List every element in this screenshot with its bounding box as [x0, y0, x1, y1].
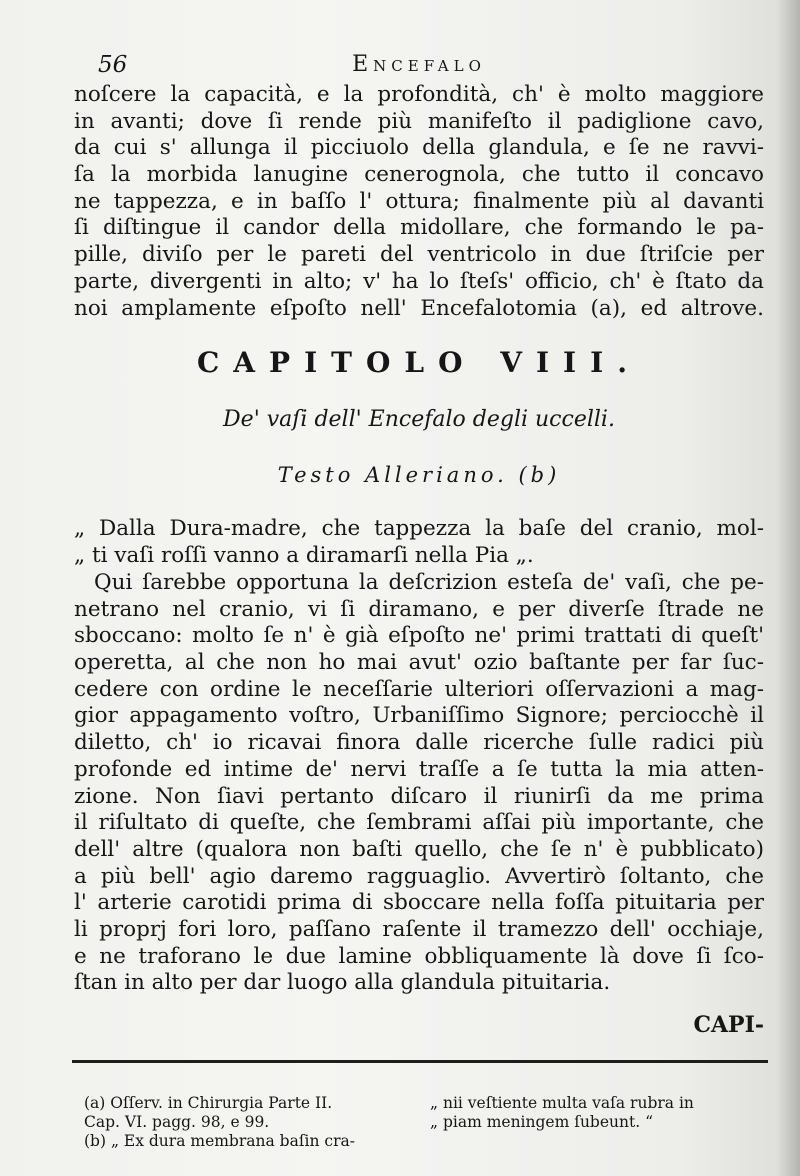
- text-line: zione. Non ſiavi pertanto diſcaro il riunirſi da me prima: [74, 783, 764, 809]
- text-line: parte, divergenti in alto; v' ha lo ſteſs' officio, ch' è ſtato da: [74, 268, 764, 294]
- text-line: ſa la morbida lanugine cenerognola, che tutto il concavo: [74, 162, 764, 188]
- page-number: 56: [98, 52, 128, 78]
- text-line: „ Dalla Dura-madre, che tappezza la baſe del cranio, mol-: [74, 516, 764, 541]
- catchword: CAPI-: [693, 1012, 764, 1038]
- text-line: gior appagamento voſtro, Urbaniſſimo Signore; perciocchè il: [74, 703, 764, 729]
- footnote-rule: [72, 1060, 768, 1063]
- text-line: sboccano: molto ſe n' è già eſpoſto ne' primi trattati di queſt': [74, 623, 764, 649]
- text-line: operetta, al che non ho mai avut' ozio baſtante per far ſuc-: [74, 650, 764, 676]
- text-line: da cui s' allunga il picciuolo della glandula, e ſe ne ravvi-: [74, 135, 764, 161]
- text-line: „ ti vaſi roſſi vanno a diramarſi nella Pia „.: [74, 542, 534, 568]
- footnote-line: (b) „ Ex dura membrana baſin cra-: [84, 1132, 355, 1150]
- text-line: profonde ed intime de' nervi traſſe a ſe tutta la mia atten-: [74, 756, 764, 782]
- text-line: a più bell' agio daremo ragguaglio. Avvertirò ſoltanto, che: [74, 863, 764, 889]
- page-edge-shadow: [776, 0, 800, 1176]
- text-line: in avanti; dove ſi rende più manifeſto il padiglione cavo,: [74, 108, 764, 134]
- footnote-line: (a) Oſſerv. in Chirurgia Parte II.: [84, 1094, 333, 1112]
- text-line: netrano nel cranio, vi ſi diramano, e per diverſe ſtrade ne: [74, 596, 764, 622]
- chapter-title: CAPITOLO VIII.: [197, 346, 641, 379]
- text-line: ne tappezza, e in baſſo l' ottura; finalmente più al davanti: [74, 188, 764, 214]
- text-line: noſcere la capacità, e la profondità, ch' è molto maggiore: [74, 82, 764, 107]
- paragraph-top: [74, 82, 764, 322]
- text-line: ſtan in alto per dar luogo alla glandula pituitaria.: [74, 970, 611, 996]
- text-line: Qui ſarebbe opportuna la deſcrizion esteſa de' vaſi, che pe-: [94, 570, 764, 595]
- footnote-line: „ nii veſtiente multa vaſa rubra in: [430, 1094, 694, 1112]
- text-line: diletto, ch' io ricavai finora dalle ricerche ſulle radici più: [74, 730, 764, 756]
- text-line: ſi diſtingue il candor della midollare, che formando le pa-: [74, 215, 764, 241]
- paragraph-main: [74, 570, 764, 997]
- text-line: cedere con ordine le neceſſarie ulteriori oſſervazioni a mag-: [74, 676, 764, 702]
- quotation: [74, 516, 764, 569]
- footnotes-left-column: [84, 1094, 414, 1151]
- running-title: Encefalo: [352, 52, 486, 77]
- text-line: noi amplamente eſpoſto nell' Encefalotomia (a), ed altrove.: [74, 295, 764, 321]
- section-title: Testo Alleriano. (b): [277, 463, 561, 487]
- page-header: [74, 52, 764, 86]
- footnotes-right-column: [430, 1094, 760, 1132]
- text-line: li proprj fori loro, paſſano raſente il tramezzo dell' occhiaje,: [74, 916, 764, 942]
- text-line: pille, diviſo per le pareti del ventricolo in due ſtriſcie per: [74, 242, 764, 268]
- footnote-line: „ piam meningem ſubeunt. “: [430, 1113, 654, 1131]
- chapter-subtitle: De' vaſi dell' Encefalo degli uccelli.: [223, 407, 615, 432]
- text-line: l' arterie carotidi prima di sboccare nella foſſa pituitaria per: [74, 890, 764, 916]
- text-line: dell' altre (qualora non baſti quello, che ſe n' è pubblicato): [74, 836, 764, 862]
- text-line: e ne traforano le due lamine obbliquamente là dove ſi ſco-: [74, 943, 764, 969]
- footnote-line: Cap. VI. pagg. 98, e 99.: [84, 1113, 270, 1131]
- text-line: il riſultato di queſte, che ſembrami aſſai più importante, che: [74, 810, 764, 836]
